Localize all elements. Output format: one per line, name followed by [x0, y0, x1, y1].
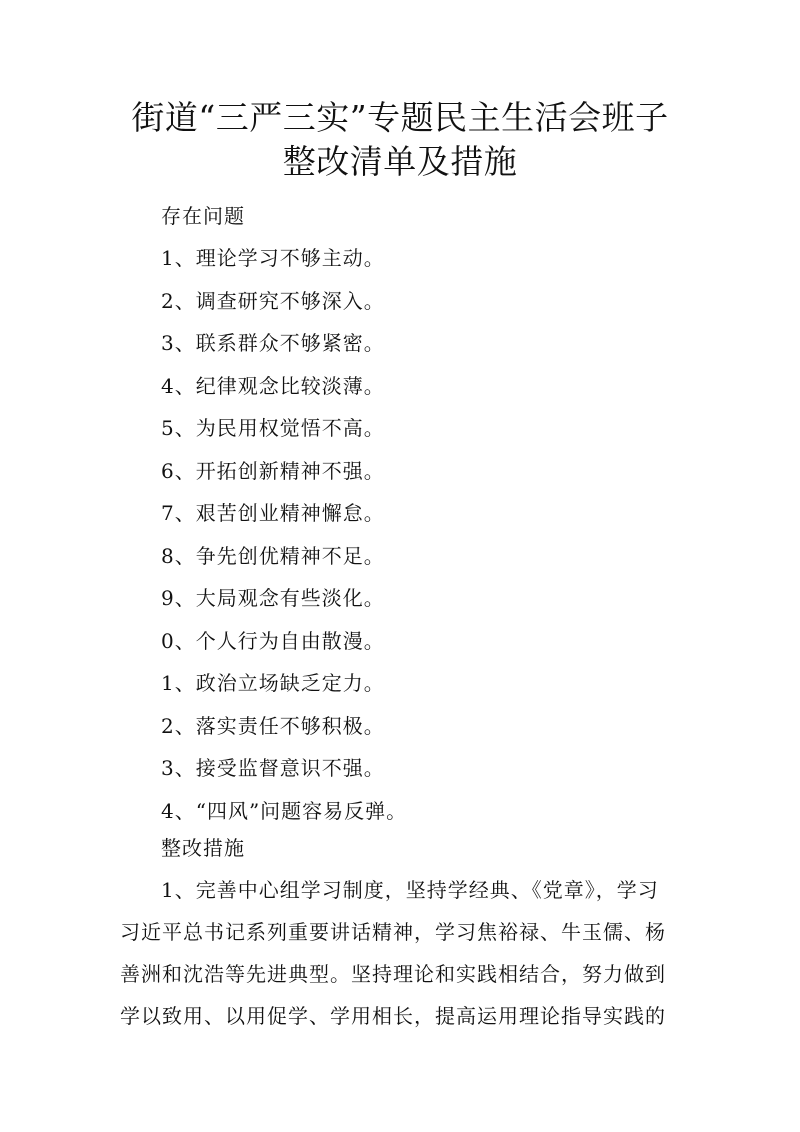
- measures-heading: 整改措施: [161, 836, 245, 860]
- list-item: 4、“四风”问题容易反弹。: [161, 798, 408, 823]
- list-item: 8、争先创优精神不足。: [161, 543, 385, 568]
- list-item: 9、大局观念有些淡化。: [161, 586, 385, 610]
- list-item: 1、理论学习不够主动。: [161, 246, 385, 270]
- measure-paragraph-line: 1、完善中心组学习制度，坚持学经典、《党章》，学习: [161, 878, 659, 902]
- measure-paragraph-line: 学以致用、以用促学、学用相长，提高运用理论指导实践的: [120, 1004, 666, 1028]
- list-item: 2、落实责任不够积极。: [161, 713, 385, 738]
- list-item: 4、纪律观念比较淡薄。: [161, 373, 385, 398]
- document-title-line-2: 整改清单及措施: [282, 142, 518, 181]
- list-item: 0、个人行为自由散漫。: [161, 628, 385, 653]
- list-item: 3、接受监督意识不强。: [161, 756, 385, 780]
- list-item: 5、为民用权觉悟不高。: [161, 416, 385, 440]
- list-item: 7、艰苦创业精神懈怠。: [161, 501, 385, 525]
- problems-list: [161, 244, 407, 839]
- document-title-line-1: 街道“三严三实”专题民主生活会班子: [131, 98, 669, 137]
- list-item: 3、联系群众不够紧密。: [161, 331, 385, 355]
- list-item: 1、政治立场缺乏定力。: [161, 671, 385, 695]
- problems-heading: 存在问题: [161, 204, 245, 228]
- measure-paragraph-line: 习近平总书记系列重要讲话精神，学习焦裕禄、牛玉儒、杨: [120, 920, 666, 944]
- measure-paragraph-line: 善洲和沈浩等先进典型。坚持理论和实践相结合，努力做到: [120, 962, 666, 986]
- list-item: 6、开拓创新精神不强。: [161, 458, 385, 483]
- list-item: 2、调查研究不够深入。: [161, 288, 385, 313]
